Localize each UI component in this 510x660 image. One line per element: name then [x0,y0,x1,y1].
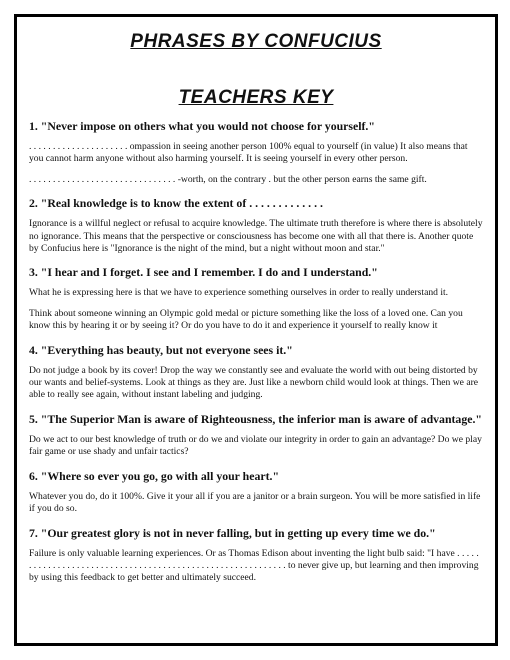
content [17,119,495,585]
question-5: 5. "The Superior Man is aware of Righteousness, the inferior man is aware of advantage." [29,411,482,426]
answer-6-paragraph-1: Whatever you do, do it 100%. Give it your all if you are a janitor or a brain surgeon. You will be more satisfied in life if you do so. [29,490,481,515]
answer-5-paragraph-1: Do we act to our best knowledge of truth or do we and violate our integrity in order to gain an advantage? Do we play fair game or use shady and unfair tactics? [29,433,482,458]
question-6: 6. "Where so ever you go, go with all your heart." [29,468,280,483]
answer-3-paragraph-2: Think about someone winning an Olympic gold medal or picture something like the loss of a loved one. Can you know this by hearing it or by seeing it? Or do you have to do it and experience it yourself to really know it [29,307,463,332]
question-3: 3. "I hear and I forget. I see and I remember. I do and I understand." [29,265,378,280]
answer-7-paragraph-1: Failure is only valuable learning experiences. Or as Thomas Edison about inventing the light bulb said: "I have . . . . . . . . . . . . . . . . . . . . . . . . . . . . . . . . . . . . . . . . . . . . . . . . . . . . . . . . . . . to never give up, but learning and then improving by using this feedback to get better and ultimately succeed. [29,547,479,584]
question-2: 2. "Real knowledge is to know the extent of . . . . . . . . . . . . . [29,196,323,211]
question-4: 4. "Everything has beauty, but not everyone sees it." [29,342,293,357]
answer-3-paragraph-1: What he is expressing here is that we have to experience something ourselves in order to really understand it. [29,287,449,299]
answer-1-paragraph-2: . . . . . . . . . . . . . . . . . . . . . . . . . . . . . . . -worth, on the contrary . but the other person earns the same gift. [29,173,427,185]
document-page [14,14,498,646]
answer-2-paragraph-1: Ignorance is a willful neglect or refusal to acquire knowledge. The ultimate truth therefore is where there is absolutely no ignorance. This means that the perspective or consciousness has become one with all that there is. Another quote by Confucius here is "Ignorance is the night of the mind, but a night without moon and star." [29,218,483,255]
answer-1-paragraph-1: . . . . . . . . . . . . . . . . . . . . . ompassion in seeing another person 100% equal to yourself (in value) It also means that you cannot harm anyone without also harming yourself. It is seeing yourself in every other person. [29,141,468,165]
document-title: PHRASES BY CONFUCIUS [130,31,382,52]
answer-4-paragraph-1: Do not judge a book by its cover! Drop the way we constantly see and evaluate the world with out being distorted by our wants and belief-systems. Look at things as they are. Just like a newborn child would look at things. Then we are able to really see again, without instant labeling and judging. [29,364,479,401]
document-subtitle: TEACHERS KEY [178,87,334,108]
question-7: 7. "Our greatest glory is not in never falling, but in getting up every time we do." [29,525,436,540]
question-1: 1. "Never impose on others what you would not choose for yourself." [29,119,375,133]
